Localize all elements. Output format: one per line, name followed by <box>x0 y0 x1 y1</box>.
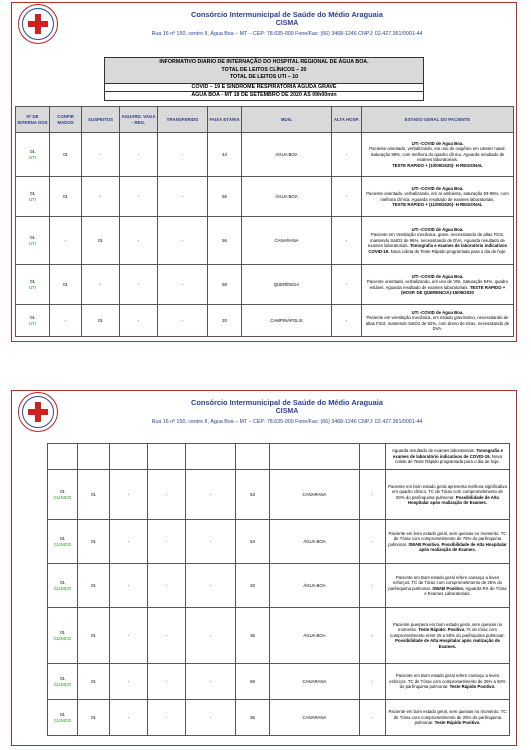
patient-status: UTI -COVID de Água Boa. Paciente orientado, verbalizando, em uso de VNI, Saturação 94%, quadro estável. Aguarda resultado de exames laboratoriais. TESTE RAPIDO + (HOSP. DE QUERENCIA)-15/09/2020 <box>362 265 514 305</box>
report-summary <box>105 58 423 84</box>
table-row: 01 UTI 01 - - - 65 ÁGUA BOA - UTI -COVID de Água Boa. Paciente orientado, verbalizando, em ar ambiente, saturação 93-95%, com melhora clínica. Aguarda resultado de exames laboratoriais. TESTE RÁPIDO + (11/09/2020)- H REGIONAL <box>16 177 514 217</box>
org-name: Consórcio Intermunicipal de Saúde do Médio Araguaia <box>191 398 383 407</box>
org-acronym: CISMA <box>275 408 299 415</box>
org-address: Rua 16 nº 150, centro II, Água Boa – MT – CEP: 78.635-000 Fone/Fax: (66) 3468-1246 CNPJ: 02.427.361/0001-44 <box>151 419 423 425</box>
report-info-box <box>104 57 424 101</box>
col-header-suspeitos: SUSPEITOS <box>82 107 120 133</box>
document-page-2 <box>11 390 517 746</box>
table-row: 01 CLÍNICO 01 - - - 36 ÁGUA BOA - Paciente puerpera em bom estado geral, sem queixas no momento. Teste Rápido: Positivo. Tc de tórax com comprometimento entre 25 a 50% do parênquima pulmonar. Possibilidade de Alta Hospitalar após realização de Exames. <box>48 608 510 664</box>
total-icu-beds: TOTAL DE LEITOS UTI – 10 <box>229 74 299 80</box>
patient-status: Paciente em bom estado geral, sem queixas no momento. TC de Tórax com comprometimento de 75% do parênquima pulmonar. SWAB Positivo. Possibilidade de Alta Hospitalar após realização de Exames. <box>386 520 510 564</box>
patient-status: Paciente puerpera em bom estado geral, sem queixas no momento. Teste Rápido: Positivo. Tc de tórax com comprometimento entre 25 a 50% do parênquima pulmonar. Possibilidade de Alta Hospitalar após realização de Exames. <box>386 608 510 664</box>
patients-table-continued <box>47 443 510 736</box>
org-name: Consórcio Intermunicipal de Saúde do Médio Araguaia <box>191 10 383 19</box>
cisma-logo <box>18 392 58 432</box>
cisma-logo <box>18 4 58 44</box>
patient-status: Paciente em Bom estado geral refere cansaço a leves esforços. TC de Tórax com comprometimento de 25% do parênquima pulmonar. SWAB Positivo. Aguarda RX de Tórax e Exames Laboratoriais. <box>386 564 510 608</box>
col-header-alta: ALTA HOSP. <box>332 107 362 133</box>
table-row: 01 CLÍNICO 01 - - - 33 ÁGUA BOA - Paciente em Bom estado geral refere cansaço a leves esforços. TC de Tórax com comprometimento de 25% do parênquima pulmonar. SWAB Positivo. Aguarda RX de Tórax e Exames Laboratoriais. <box>48 564 510 608</box>
table-row: 01 UTI 01 - - - 68 QUERÊNCIA - UTI -COVID de Água Boa. Paciente orientado, verbalizando, em uso de VNI, Saturação 94%, quadro estável. Aguarda resultado de exames laboratoriais. TESTE RAPIDO + (HOSP. DE QUERENCIA)-15/09/2020 <box>16 265 514 305</box>
table-row: 01 UTI - 01 - - 20 CAMPINÁPOLIS - UTI -COVID de Água Boa. Paciente em ventilação mecânica, em estado gravíssimo, necessitando de altas FiO2, mantendo SatO2 de 92%, com dreno de tórax, necessitando de DVA. <box>16 305 514 337</box>
col-header-faixa-etaria: FAIXA ETÁRIA <box>208 107 242 133</box>
patient-status: UTI -COVID de Água Boa. Paciente em ventilação mecânica, em estado gravíssimo, necessitando de altas FiO2, mantendo SatO2 de 92%, com dreno de tórax, necessitando de DVA. <box>362 305 514 337</box>
patient-status: UTI -COVID de Água Boa. Paciente orientado, verbalizando, em ar ambiente, saturação 93-95%, com melhora clínica. Aguarda resultado de exames laboratoriais. TESTE RÁPIDO + (11/09/2020)- H REGIONAL <box>362 177 514 217</box>
col-header-transferido: TRANSFERIDO <box>158 107 208 133</box>
col-header-estado-geral: ESTADO GERAL DO PACIENTE <box>362 107 514 133</box>
org-acronym: CISMA <box>275 20 299 27</box>
page-header <box>12 3 516 49</box>
patient-status: Paciente em bom estado geral apresenta melhora significativa em quadro clínico. TC de Tórax com comprometimento de 50% do parênquima pulmonar. Possibilidade de Alta Hospitalar após realização de Exames. <box>386 470 510 520</box>
table-row: 01 UTI 01 - - - 43 ÁGUA BOA - UTI -COVID de Água Boa. Paciente orientado, verbalizando, em uso de oxigênio em cateter nasal. Saturação 98%, com melhora do quadro clínico. Aguarda resultado de exames laboratoriais. TESTE RAPIDO + (10/09/2020)- H REGIONAL <box>16 133 514 177</box>
table-row: 01 CLÍNICO 01 - - - 36 CANARANA - Paciente em bom estado geral, sem queixas no momento. TC de Tórax com comprometimento de 25% do parênquima pulmonar. Teste Rápido Positivo. <box>48 700 510 736</box>
total-clinical-beds: TOTAL DE LEITOS CLÍNICOS – 20 <box>221 66 307 73</box>
report-date: ÁGUA BOA - MT 18 DE SETEMBRO DE 2020 ÀS 09h00min <box>191 92 337 98</box>
col-header-aguardando: AGUARD. VAGA - REG. <box>120 107 158 133</box>
col-header-municipio: MUN. <box>242 107 332 133</box>
patient-status: Paciente em bom estado geral, sem queixas no momento. TC de Tórax com comprometimento de 25% do parênquima pulmonar. Teste Rápido Positivo. <box>386 700 510 736</box>
org-address: Rua 16 nº 150, centro II, Água Boa – MT – CEP: 78.635-000 Fone/Fax: (66) 3468-1246 CNPJ: 02.427.361/0001-44 <box>151 31 423 37</box>
patient-status: Aguarda resultado de exames laboratoriais. Tomografia e exames de laboratório indicativos de COVID-19. Nova coleta de Teste Rápido programada para o dia de hoje. <box>386 444 510 470</box>
table-row-continued <box>48 444 510 470</box>
report-title: INFORMATIVO DIARIO DE INTERNAÇÃO DO HOSPITAL REGIONAL DE ÁGUA BOA. <box>159 59 369 65</box>
table-row: 01 CLÍNICO 01 - - - 63 CANARANA - Paciente em bom estado geral apresenta melhora significativa em quadro clínico. TC de Tórax com comprometimento de 50% do parênquima pulmonar. Possibilidade de Alta Hospitalar após realização de Exames. <box>48 470 510 520</box>
table-row: 01 CLÍNICO 01 - - - 53 ÁGUA BOA - Paciente em bom estado geral, sem queixas no momento. TC de Tórax com comprometimento de 75% do parênquima pulmonar. SWAB Positivo. Possibilidade de Alta Hospitalar após realização de Exames. <box>48 520 510 564</box>
page-header <box>12 391 516 437</box>
table-header-row <box>16 107 514 133</box>
covid-title: COVID – 19 E SINDROME RESPIRATÓRIA AGUDA GRAVE <box>105 84 423 93</box>
patients-table <box>15 106 514 337</box>
patient-status: UTI -COVID de Água Boa. Paciente orientado, verbalizando, em uso de oxigênio em cateter nasal. Saturação 98%, com melhora do quadro clínico. Aguarda resultado de exames laboratoriais. TESTE RAPIDO + (10/09/2020)- H REGIONAL <box>362 133 514 177</box>
col-header-internados: Nº DE INTERNA DOS <box>16 107 50 133</box>
table-row: 01 UTI - 01 - - 56 CANARANA - UTI -COVID de Água Boa. Paciente em Ventilação mecânica, grave, necessitando de altas FiO2, mantendo SatO2 de 96%, necessitando de DVA. Aguarda resultado de exames laboratoriais. Tomografia e exames de laboratório indicativos COVID-19. Nova coleta de Teste Rápido programada para o dia de hoje. <box>16 217 514 265</box>
table-row: 01 CLÍNICO 01 - - - 59 CANARANA - Paciente em Bom estado geral refere cansaço a leves esforços. TC de Tórax com comprometimento de 25% a 50% do parênquima pulmonar. Teste Rápido Positivo. <box>48 664 510 700</box>
col-header-confirmados: CONFIR MADOS <box>50 107 82 133</box>
patient-status: Paciente em Bom estado geral refere cansaço a leves esforços. TC de Tórax com comprometimento de 25% a 50% do parênquima pulmonar. Teste Rápido Positivo. <box>386 664 510 700</box>
document-page-1 <box>11 2 517 342</box>
patient-status: UTI -COVID de Água Boa. Paciente em Ventilação mecânica, grave, necessitando de altas FiO2, mantendo SatO2 de 96%, necessitando de DVA. Aguarda resultado de exames laboratoriais. Tomografia e exames de laboratório indicativos COVID-19. Nova coleta de Teste Rápido programada para o dia de hoje. <box>362 217 514 265</box>
